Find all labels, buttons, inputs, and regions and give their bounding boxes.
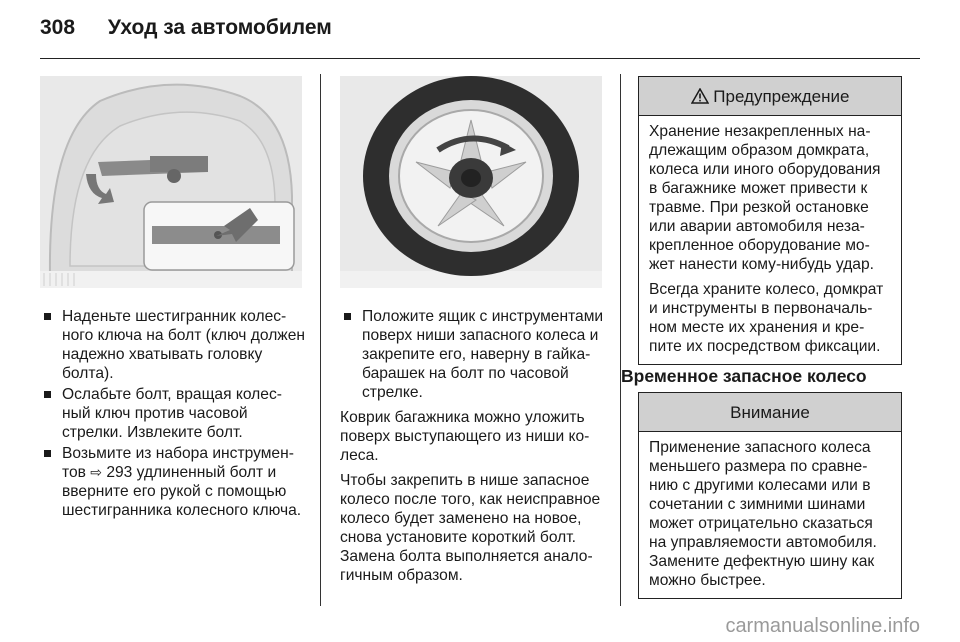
paragraph-secure-wheel: Чтобы закрепить в нише запасное колесо после того, как неисправное колесо будет заменено на новое, снова установите короткий болт. Замена болта выполняется анало-гичным образом.: [340, 472, 601, 584]
instruction-step-3: [40, 444, 308, 520]
instruction-step-1: Наденьте шестигранник колес-ного ключа на болт (ключ должен надежно хватывать головку болта).: [40, 307, 308, 383]
watermark: carmanualsonline.info: [725, 615, 920, 637]
warning-paragraph-2: Всегда храните колесо, домкрат и инструменты в первоначаль-ном месте их хранения и кре-пите их посредством фиксации.: [649, 281, 884, 355]
warning-header: [639, 77, 901, 116]
section-heading: Временное запасное колесо: [621, 366, 867, 386]
column-2-text: [340, 307, 608, 585]
page-title: Уход за автомобилем: [107, 16, 332, 39]
notice-box: [638, 392, 902, 599]
notice-header: [639, 393, 901, 432]
warning-body: [639, 116, 901, 364]
instruction-step-2: Ослабьте болт, вращая колес-ный ключ против часовой стрелки. Извлеките болт.: [40, 385, 308, 442]
step-3-text-end: 293 удлиненный болт и вверните его рукой с помощью шестигранника колесного ключа.: [62, 464, 302, 519]
paragraph-floor-mat: Коврик багажника можно уложить поверх выступающего из ниши ко-леса.: [340, 409, 590, 464]
page-number: 308: [40, 16, 76, 39]
warning-box: [638, 76, 902, 365]
spare-wheel-drawing: [340, 76, 602, 288]
page-header: [40, 16, 332, 40]
warning-paragraph-1: Хранение незакрепленных на-длежащим образом домкрата, колеса или иного оборудования в багажнике может привести к травме. При резкой остановке или аварии автомобиля неза-крепленное оборудование мо-жет нанести кому-нибудь удар.: [649, 123, 881, 273]
wheel-key-illustration: [40, 76, 302, 288]
instruction-step-4: Положите ящик с инструментами поверх ниши запасного колеса и закрепите его, наверну в гайка-барашек на болт по часовой стрелке.: [340, 307, 608, 402]
page-reference-icon[interactable]: ⇨: [90, 464, 102, 480]
instruction-list-2: [340, 307, 608, 402]
notice-title: Внимание: [730, 403, 810, 422]
warning-title: Предупреждение: [713, 87, 850, 106]
warning-triangle-icon: [691, 87, 714, 106]
instruction-list-1: [40, 307, 308, 520]
wheel-key-drawing: [40, 76, 302, 288]
header-rule: [40, 58, 920, 59]
notice-paragraph: Применение запасного колеса меньшего размера по сравне-нию с другими колесами или в сочетании с зимними шинами может отрицательно сказаться на управляемости автомобиля. Замените дефектную шину как можно быстрее.: [649, 439, 877, 589]
notice-body: [639, 432, 901, 598]
spare-wheel-illustration: [340, 76, 602, 288]
column-divider-2: [620, 74, 621, 606]
step-3-text-start: Возьмите из набора инструмен-тов: [62, 445, 294, 481]
column-divider-1: [320, 74, 321, 606]
column-1-text: [40, 307, 308, 522]
